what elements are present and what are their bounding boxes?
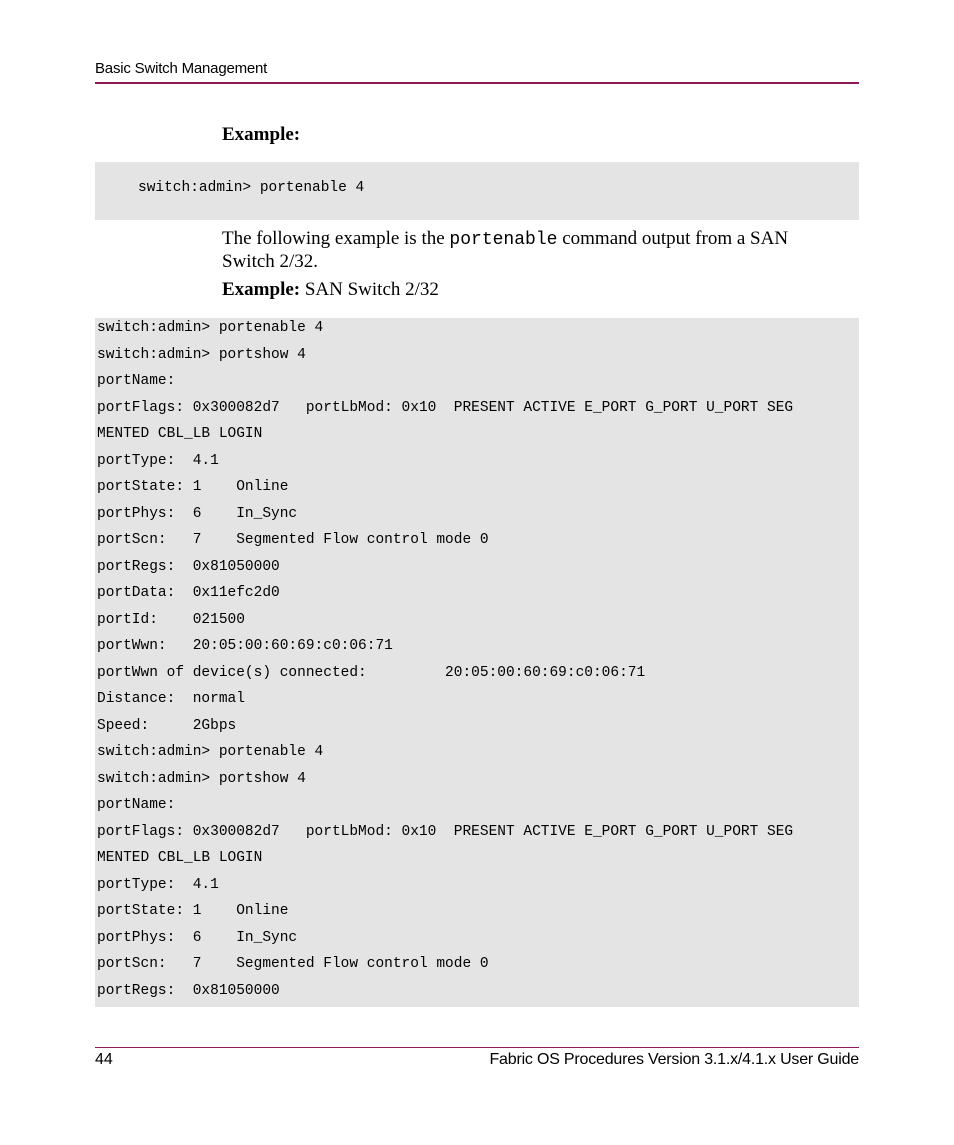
code-line: portFlags: 0x300082d7 portLbMod: 0x10 PRESENT ACTIVE E_PORT G_PORT U_PORT SEG bbox=[97, 399, 794, 416]
code-line: switch:admin> portenable 4 bbox=[97, 320, 324, 336]
example-caption bbox=[222, 279, 439, 300]
code-line: switch:admin> portenable 4 bbox=[138, 180, 365, 196]
code-line: portFlags: 0x300082d7 portLbMod: 0x10 PRESENT ACTIVE E_PORT G_PORT U_PORT SEG bbox=[97, 823, 794, 840]
document-title: Fabric OS Procedures Version 3.1.x/4.1.x User Guide bbox=[489, 1051, 859, 1068]
description-text-suffix: command output from a SAN bbox=[557, 228, 789, 249]
description-text-prefix: The following example is the bbox=[222, 228, 450, 249]
code-line: portScn: 7 Segmented Flow control mode 0 bbox=[97, 532, 489, 548]
code-block-portenable bbox=[95, 162, 859, 220]
code-line: Speed: 2Gbps bbox=[97, 717, 237, 734]
code-line: portPhys: 6 In_Sync bbox=[97, 505, 298, 522]
code-line: portName: bbox=[97, 373, 176, 389]
code-lines bbox=[97, 318, 793, 1007]
code-line: portState: 1 Online bbox=[97, 479, 289, 495]
code-line: Distance: normal bbox=[97, 691, 245, 707]
code-line: switch:admin> portenable 4 bbox=[97, 744, 324, 760]
code-line: portRegs: 0x81050000 bbox=[97, 558, 280, 575]
inline-command: portenable bbox=[449, 230, 558, 250]
code-line: portData: 0x11efc2d0 bbox=[97, 585, 280, 601]
code-line: switch:admin> portshow 4 bbox=[97, 346, 306, 363]
example-caption-text: SAN Switch 2/32 bbox=[300, 279, 439, 300]
code-line: portState: 1 Online bbox=[97, 903, 289, 919]
code-line: portScn: 7 Segmented Flow control mode 0 bbox=[97, 956, 489, 972]
code-line: portPhys: 6 In_Sync bbox=[97, 929, 298, 946]
code-line: portId: 021500 bbox=[97, 611, 245, 628]
code-line: portWwn: 20:05:00:60:69:c0:06:71 bbox=[97, 638, 393, 654]
code-block-portshow-output bbox=[95, 318, 859, 1007]
code-line: portType: 4.1 bbox=[97, 876, 219, 893]
code-line: MENTED CBL_LB LOGIN bbox=[97, 426, 263, 442]
page-number: 44 bbox=[95, 1051, 113, 1068]
example-label: Example: bbox=[222, 279, 301, 300]
code-line: portWwn of device(s) connected: 20:05:00:60:69:c0:06:71 bbox=[97, 664, 646, 681]
code-line: portRegs: 0x81050000 bbox=[97, 982, 280, 999]
code-line: MENTED CBL_LB LOGIN bbox=[97, 850, 263, 866]
code-line: portType: 4.1 bbox=[97, 452, 219, 469]
code-line: portName: bbox=[97, 797, 176, 813]
example-label: Example: bbox=[222, 124, 301, 145]
description-text-line2: Switch 2/32. bbox=[222, 251, 319, 272]
footer-rule bbox=[95, 1047, 859, 1048]
code-line: switch:admin> portshow 4 bbox=[97, 770, 306, 787]
running-header: Basic Switch Management bbox=[95, 60, 268, 77]
header-rule bbox=[95, 82, 859, 84]
description-paragraph bbox=[222, 228, 788, 272]
